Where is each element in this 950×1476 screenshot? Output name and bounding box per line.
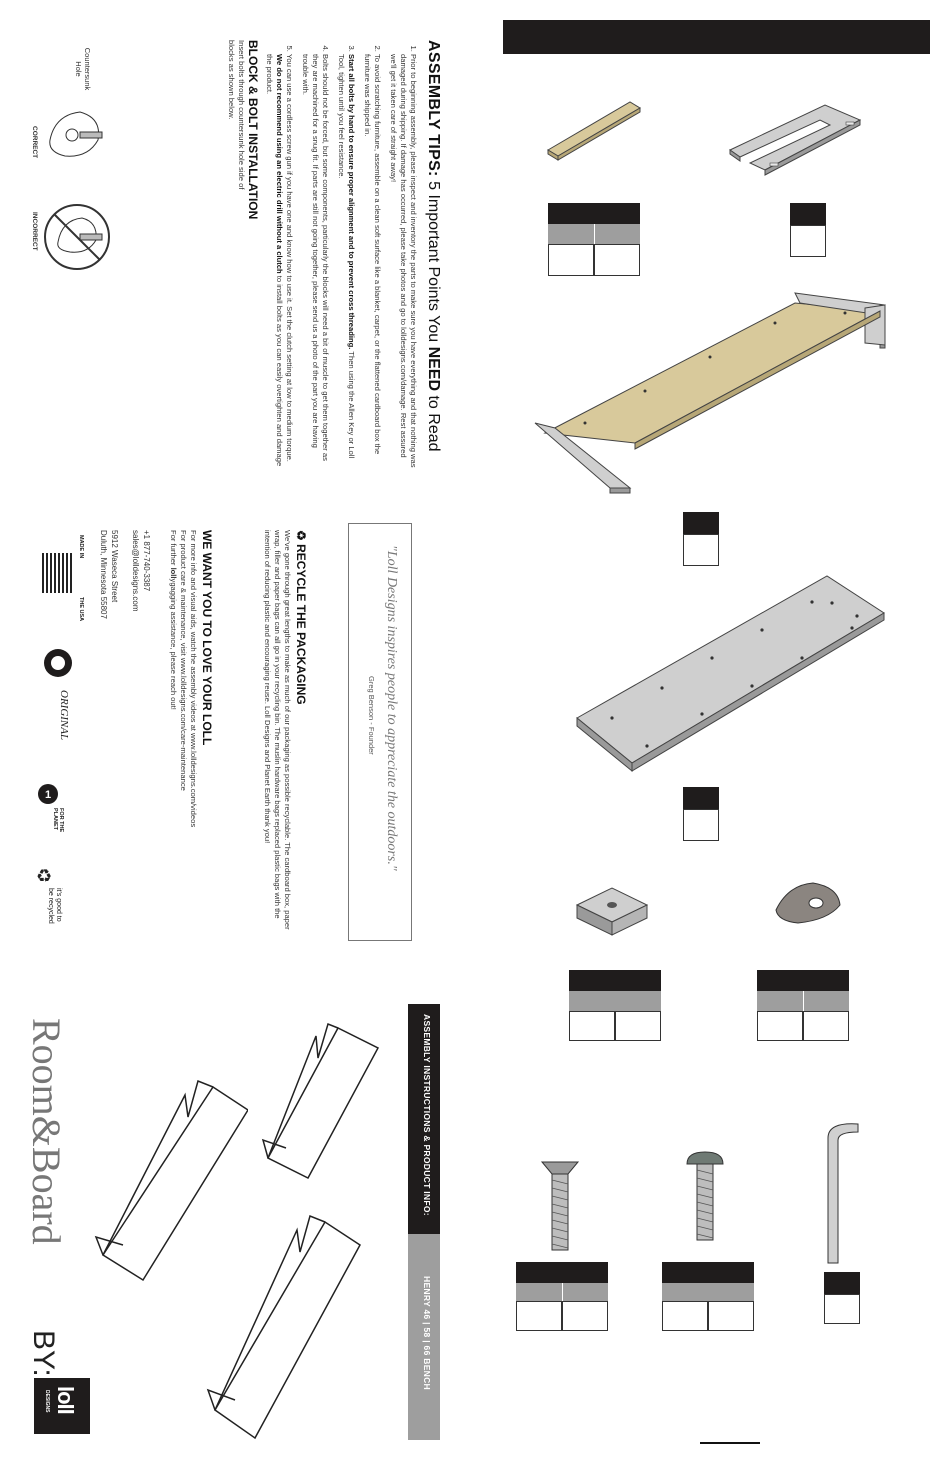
cover-product-title: HENRY 46 | 58 | 66 BENCH (422, 1276, 432, 1390)
contact-city: Duluth, Minnesota 55807 (99, 530, 108, 619)
page-underline (700, 1442, 760, 1444)
contact-block (98, 530, 152, 730)
assembly-tips-title-bold: ASSEMBLY TIPS: (425, 40, 442, 177)
cover-by: BY: (27, 1330, 60, 1377)
recycled-line-1: it's good to (55, 888, 62, 922)
tip-5 (264, 54, 294, 470)
quote-box (348, 523, 412, 941)
countersunk-hole-label: Countersunk Hole (74, 47, 92, 91)
contact-street: 5912 Waseca Street (110, 530, 119, 603)
quote-author: Greg Benson - Founder (367, 676, 376, 755)
svg-text:1: 1 (44, 789, 52, 801)
for-the-planet-icon (36, 782, 60, 806)
correct-label: CORRECT (31, 126, 38, 159)
original-logo-text: ORIGINAL (58, 690, 70, 741)
bench-sketch-46 (258, 1018, 388, 1188)
for-the-planet-label: FOR THE PLANET (52, 808, 64, 833)
tip-3 (336, 54, 356, 470)
tip-4: 4. Bolts should not be forced, but some components, particularly the blocks will need a bit of muscle to get them together as they are machined for a snug fit. If parts are still not going together, please send us a photo of the part you are having trouble with. (300, 54, 330, 470)
recycle-section (262, 530, 306, 940)
assembly-tips-title (425, 40, 442, 470)
loll-logo-designs: DESIGNS (44, 1390, 50, 1413)
tip-3-bold: Start all bolts by hand to ensure proper alignment and to prevent cross threading. (347, 54, 356, 350)
part-table-bolt-b (662, 1262, 754, 1331)
recycled-line-2: be recycled (47, 888, 54, 924)
part-table-slat (548, 203, 640, 276)
the-usa-label: THE USA (78, 597, 84, 622)
usa-flag-icon (42, 553, 72, 593)
bracket-icon (768, 875, 848, 935)
tip-2: 2. To avoid scratching furniture, assemble on a clean soft surface like a blanket, carpet, or the flattened cardboard box the furniture was shipped in. (362, 54, 382, 470)
recycle-text: We've gone through great lengths to make as much of our packaging as possible recyclable. The cardboard box, paper wrap, filler and paper bags can all go in your recycling bin. The muslin hardware bags replaced plastic bags with the intention of reducing plastic and encouraging reuse. Loll Designs and Planet Earth thank you! (263, 530, 292, 930)
bolt-icon (540, 1160, 580, 1255)
part-slat-drawing (540, 90, 650, 170)
correct-bolt-illustration (40, 100, 110, 170)
love-title: WE WANT YOU TO LOVE YOUR LOLL (200, 530, 214, 746)
brand-room-board: Room&Board (24, 1018, 69, 1245)
part-table-u-frame (790, 203, 826, 257)
love-line-1: For more info and visual aids, watch the assembly videos at www.lolldesigns.com/videos (189, 530, 198, 828)
allen-key-icon (818, 1118, 868, 1268)
love-section (168, 530, 212, 940)
recycled-icon: ♻ (36, 866, 53, 886)
love-line-3 (168, 530, 178, 940)
recycle-title: RECYCLE THE PACKAGING (294, 544, 308, 705)
tip-5-a: You can use a cordless screw gun if you have one and know how to use it. Set the clutch setting at low to medium torque. (285, 54, 294, 462)
part-table-frame (683, 512, 719, 566)
love-line-3-a: For further (169, 530, 178, 568)
incorrect-label: INCORRECT (31, 212, 38, 251)
block-bolt-title: BLOCK & BOLT INSTALLATION (246, 40, 260, 220)
incorrect-bolt-illustration (40, 200, 114, 274)
loll-logo (34, 1378, 90, 1434)
contact-email: sales@lolldesigns.com (131, 530, 140, 612)
part-table-block (569, 970, 661, 1041)
recycle-icon: ♻ (294, 530, 308, 541)
part-table-key (824, 1272, 860, 1324)
love-line-2: For product care & maintenance, visit www.lolldesigns.com/care-maintenance (179, 530, 188, 791)
tip-5-b: to install bolts as you can easily overtighten and damage the product. (265, 54, 284, 467)
part-u-frame-drawing (720, 95, 870, 190)
assembly-tips-block (226, 40, 442, 470)
bolt-icon (683, 1150, 727, 1245)
loll-logo-text: loll (53, 1386, 78, 1414)
cover-subtitle: ASSEMBLY INSTRUCTIONS & PRODUCT INFO: (422, 1014, 432, 1216)
recycled-text (46, 888, 62, 924)
contact-phone: +1 877-740-3387 (142, 530, 151, 592)
love-line-3-bold: loll (169, 567, 178, 579)
part-seat-panel-drawing (572, 568, 892, 773)
block-icon (572, 880, 652, 940)
love-line-3-b: ygagging assistance, please reach out! (169, 578, 178, 710)
tip-3-rest: Then using the Allen Key or Loll Tool, tighten until you feel resistance. (337, 54, 356, 459)
assembly-tips-title-end: to Read (425, 391, 442, 452)
assembly-tips-title-need: NEED (425, 346, 442, 392)
block-bolt-text: Insert bolts through countersunk hole side of blocks as shown below. (227, 40, 246, 190)
assembly-tips-title-rest: 5 Important Points You (425, 176, 442, 347)
part-table-bolt-a (516, 1262, 608, 1331)
parts-header-bar (503, 20, 930, 54)
quote-text: "Loll Designs inspires people to appreciate the outdoors." (384, 545, 399, 871)
part-frame-drawing (525, 283, 905, 498)
tip-1: 1. Prior to beginning assembly, please inspect and inventory the parts to make sure you have everything and that nothing was damaged during shipping. If damage has occurred, please take photos and go to lolldesigns.com/damage. Rest assured we'll get it taken care of straight away! (388, 54, 418, 470)
bench-sketch-66 (200, 1210, 365, 1445)
part-table-bracket (757, 970, 849, 1041)
one-percent-icon (40, 645, 76, 681)
made-in-label: MADE IN (78, 535, 84, 559)
part-table-seat (683, 787, 719, 841)
tip-5-bold: We do not recommend using an electric drill without a clutch (275, 54, 284, 274)
